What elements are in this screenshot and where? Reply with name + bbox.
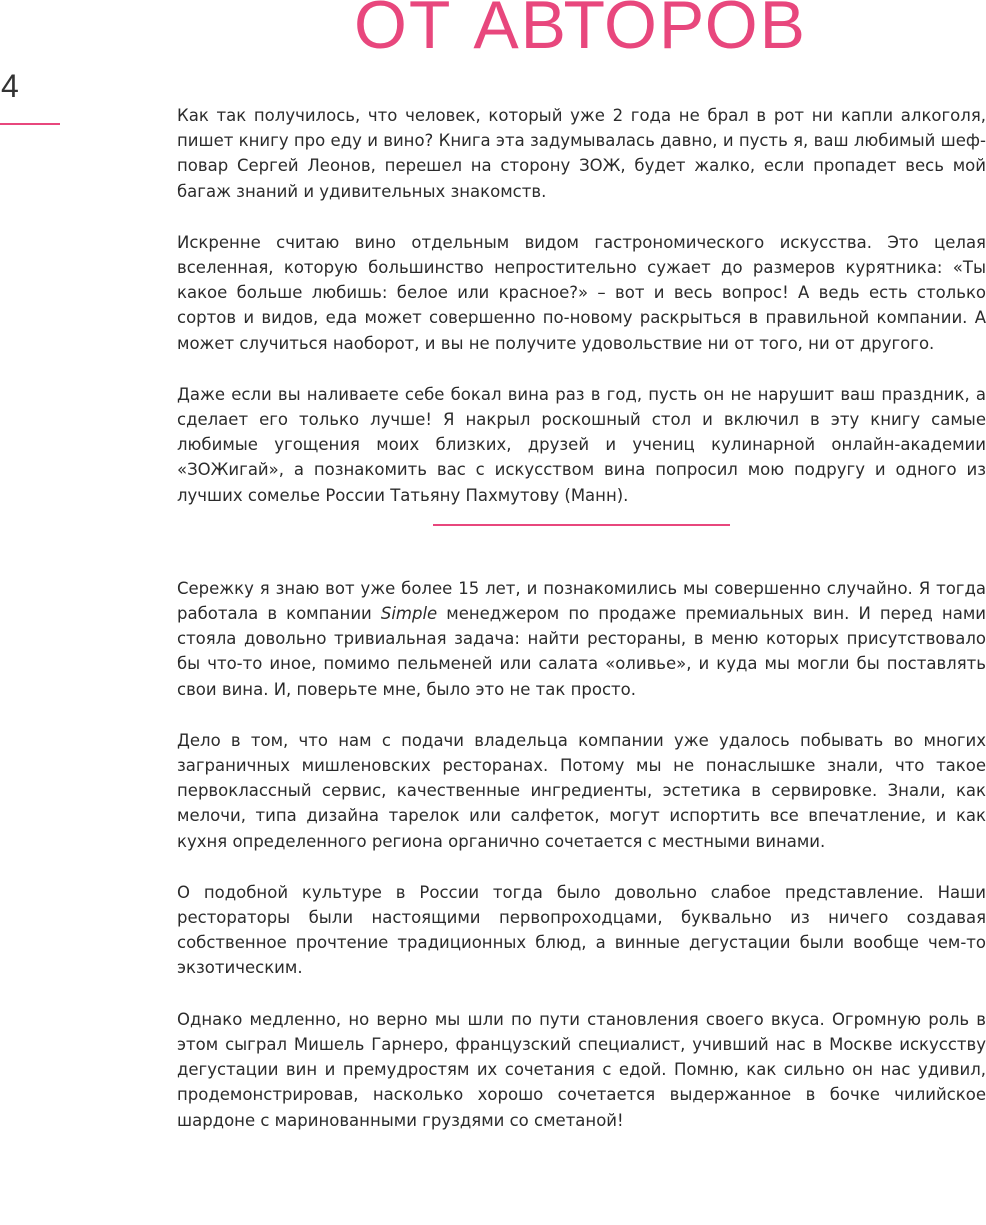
page-number: 4 [1, 68, 19, 104]
paragraph-holiday-table: Даже если вы наливаете себе бокал вина раз в год, пусть он не нарушит ваш праздник, а сделает его только лучше! Я накрыл роскошный стол и включил в эту книгу самые любимые угощения моих близких, друзей и учениц кулинарной онлайн-академии «ЗОЖигай», а познакомить вас с искусством вина попросил мою подругу и одного из лучших сомелье России Татьяну Пахмутову (Манн). [177, 384, 986, 505]
page-number-rule [0, 123, 60, 125]
paragraph-meeting-end: менеджером по продаже премиальных вин. И перед нами стояла довольно тривиальная задача: найти рестораны, в меню которых присутствовало бы что-то иное, помимо пельменей или салата «оливье», и куда мы могли бы поставлять свои вина. И, поверьте мне, было это не так просто. [177, 604, 986, 699]
article-body [177, 103, 986, 1133]
paragraph-intro: Как так получилось, что человек, который уже 2 года не брал в рот ни капли алкоголя, пишет книгу про еду и вино? Книга эта задумывалась давно, и пусть я, ваш любимый шеф-повар Сергей Леонов, перешел на сторону ЗОЖ, будет жалко, если пропадет весь мой багаж знаний и удивительных знакомств. [177, 106, 986, 201]
section-divider [433, 524, 730, 526]
paragraph-garnero: Однако медленно, но верно мы шли по пути становления своего вкуса. Огромную роль в этом сыграл Мишель Гарнеро, французский специалист, учивший нас в Москве искусству дегустации вин и премудростям их сочетания с едой. Помню, как сильно он нас удивил, продемонстрировав, насколько хорошо сочетается выдержанное в бочке чилийское шардоне с маринованными груздями со сметаной! [177, 1009, 986, 1130]
paragraph-meeting-start: Сережку я знаю вот уже более 15 лет, и познакомились мы совершенно случайно. Я тогда работала в компании [177, 578, 986, 624]
paragraph-michelin: Дело в том, что нам с подачи владельца компании уже удалось побывать во многих заграничных мишленовских ресторанах. Потому мы не понаслышке знали, что такое первоклассный сервис, качественные ингредиенты, эстетика в сервировке. Знали, как мелочи, типа дизайна тарелок или салфеток, могут испортить все впечатление, и как кухня определенного региона органично сочетается с местными винами. [177, 730, 986, 851]
company-name-italic: Simple [380, 604, 438, 624]
paragraph-russia-culture: О подобной культуре в России тогда было довольно слабое представление. Наши рестораторы были настоящими первопроходцами, буквально из ничего создавая собственное прочтение традиционных блюд, а винные дегустации были вообще чем-то экзотическим. [177, 882, 986, 978]
paragraph-meeting [177, 576, 986, 702]
page-title: ОТ АВТОРОВ [354, 0, 807, 63]
section-divider-wrap [177, 508, 986, 576]
paragraph-wine-universe: Искренне считаю вино отдельным видом гастрономического искусства. Это целая вселенная, которую большинство непростительно сужает до размеров курятника: «Ты какое больше любишь: белое или красное?» – вот и весь вопрос! А ведь есть столько сортов и видов, еда может совершенно по-новому раскрыться в правильной компании. А может случиться наоборот, и вы не получите удовольствие ни от того, ни от другого. [177, 232, 986, 353]
